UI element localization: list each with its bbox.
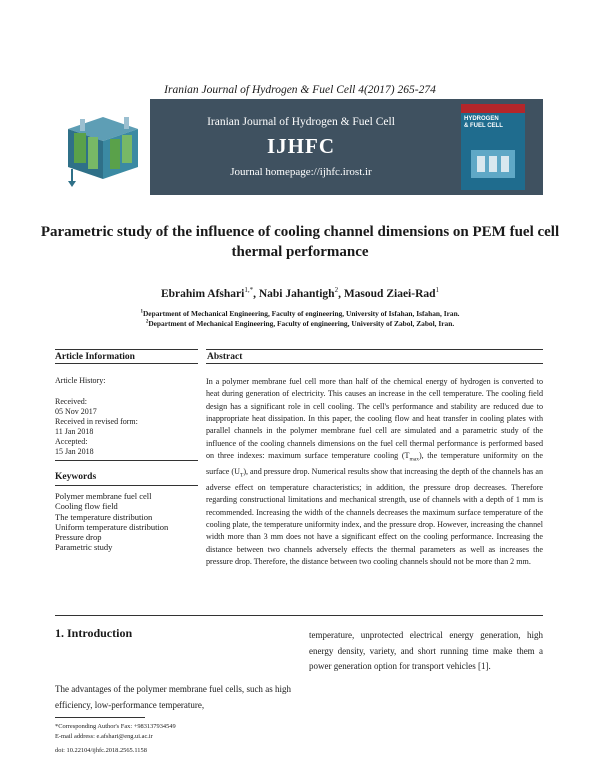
affiliation-mark: 2	[145, 319, 149, 325]
divider	[206, 363, 543, 364]
journal-abbreviation: IJHFC	[267, 134, 335, 158]
accepted-label: Accepted:	[55, 437, 88, 446]
keyword: Pressure drop	[55, 532, 102, 543]
keyword: The temperature distribution	[55, 511, 153, 522]
affiliation-2	[0, 319, 600, 328]
author-name: Nabi Jahantigh	[258, 287, 335, 300]
article-history-label: Article History:	[55, 376, 106, 385]
journal-homepage[interactable]: Journal homepage://ijhfc.irost.ir	[230, 166, 372, 178]
author-separator: ,	[253, 287, 259, 300]
abstract-heading: Abstract	[207, 352, 243, 362]
keyword: Parametric study	[55, 542, 113, 553]
accepted-date: 15 Jan 2018	[55, 447, 94, 456]
received-date: 05 Nov 2017	[55, 407, 97, 416]
journal-logo	[58, 99, 150, 195]
author-separator: ,	[338, 287, 344, 300]
divider	[55, 460, 198, 461]
paper-title: Parametric study of the influence of cooling channel dimensions on PEM fuel cell thermal performance	[40, 224, 560, 260]
corresponding-author-email[interactable]: E-mail address: e.afshari@eng.ui.ac.ir	[55, 733, 153, 740]
revised-label: Received in revised form:	[55, 417, 138, 426]
affiliation-text: Department of Mechanical Engineering, Faculty of engineering, University of Zabol, Zabol, Iran.	[148, 319, 455, 328]
cover-thumbnail	[461, 104, 525, 190]
divider	[55, 363, 198, 364]
footnote-divider	[55, 717, 145, 718]
keyword: Polymer membrane fuel cell	[55, 491, 152, 501]
journal-name: Iranian Journal of Hydrogen & Fuel Cell	[207, 116, 395, 128]
author-marks: 2	[334, 286, 339, 294]
keyword: Cooling flow field	[55, 501, 118, 512]
keyword-list	[55, 491, 205, 553]
cover-title-line2: & FUEL CELL	[464, 123, 503, 129]
affiliation-1	[0, 309, 600, 318]
abstract-part: ), the temperature uniformity on the surface (U	[206, 451, 543, 477]
abstract-text	[206, 376, 543, 568]
author-marks: 1,*	[244, 286, 254, 294]
author-marks: 1	[435, 286, 440, 294]
cover-illustration-icon	[467, 144, 519, 184]
affiliation-text: Department of Mechanical Engineering, Faculty of engineering, University of Isfahan, Isfahan, Iran.	[142, 309, 460, 318]
cover-band	[461, 104, 525, 113]
affiliation-mark: 1	[140, 309, 143, 315]
corresponding-author-fax: *Corresponding Author's Fax: +983137934549	[55, 723, 176, 730]
divider	[55, 349, 198, 350]
keywords-heading: Keywords	[55, 472, 97, 482]
author-name: Masoud Ziaei-Rad	[343, 287, 436, 300]
doi[interactable]: doi: 10.22104/ijhfc.2018.2565.1158	[55, 747, 147, 754]
journal-reference: Iranian Journal of Hydrogen & Fuel Cell 4(2017) 265-274	[164, 84, 436, 96]
introduction-text-right: temperature, unprotected electrical energy generation, high energy density, variety, and short running time make them a power generation option for transport vehicles [1].	[309, 630, 543, 672]
symbol-subscript: T	[239, 472, 244, 479]
divider	[55, 485, 198, 486]
divider	[206, 349, 543, 350]
symbol-subscript: max	[409, 456, 419, 463]
fuel-cell-stack-icon	[58, 99, 150, 195]
introduction-text-left: The advantages of the polymer membrane fuel cells, such as high efficiency, low-performance temperature,	[55, 684, 291, 710]
received-label: Received:	[55, 397, 87, 406]
journal-banner	[58, 99, 543, 195]
abstract-part: ), and pressure drop. Numerical results show that increasing the depth of the channels has an adverse effect on temperature characteristics; in addition, the pressure drop decreases. Therefore regarding constructional limitations and mechanical strength, use of channels with a depth of 1 mm is recommended. Increasing the width of the channels decreases the maximum surface temperature of the cooling plate, the temperature uniformity index, and the pressure drop. However, increasing the channel width more than 3 mm does not have a significant effect on the cooling performance. Increasing the distance between two channels adversely effects the thermal parameters as well as increases the pressure drop. Therefore, the distance between two cooling channels should not be more than 2 mm.	[206, 467, 543, 567]
cover-title	[464, 116, 522, 130]
keyword: Uniform temperature distribution	[55, 521, 169, 532]
author-list	[0, 286, 600, 300]
article-info-heading: Article Information	[55, 352, 135, 362]
introduction-heading: 1. Introduction	[55, 626, 133, 640]
journal-cover	[452, 99, 543, 195]
abstract-part: In a polymer membrane fuel cell more than half of the chemical energy of hydrogen is converted to heat during generation of electricity. This causes an increase in the cell temperature. The cooling field design has a significant role in cell cooling. The cell's performance and stability are reduced due to inappropriate heat dissipation. In this paper, the cooling flow and heat transfer in cooling plates with parallel channels in the polymer membrane fuel cell are simulated and a parametric study of the influence of the cooling channels dimensions on the fuel cell thermal performance is performed based on three indexes: maximum surface temperature cooling (T	[206, 377, 543, 461]
divider	[55, 615, 543, 616]
author-name: Ebrahim Afshari	[160, 287, 245, 300]
journal-banner-center	[150, 99, 452, 195]
cover-title-line1: HYDROGEN	[464, 116, 499, 122]
revised-date: 11 Jan 2018	[55, 427, 94, 436]
